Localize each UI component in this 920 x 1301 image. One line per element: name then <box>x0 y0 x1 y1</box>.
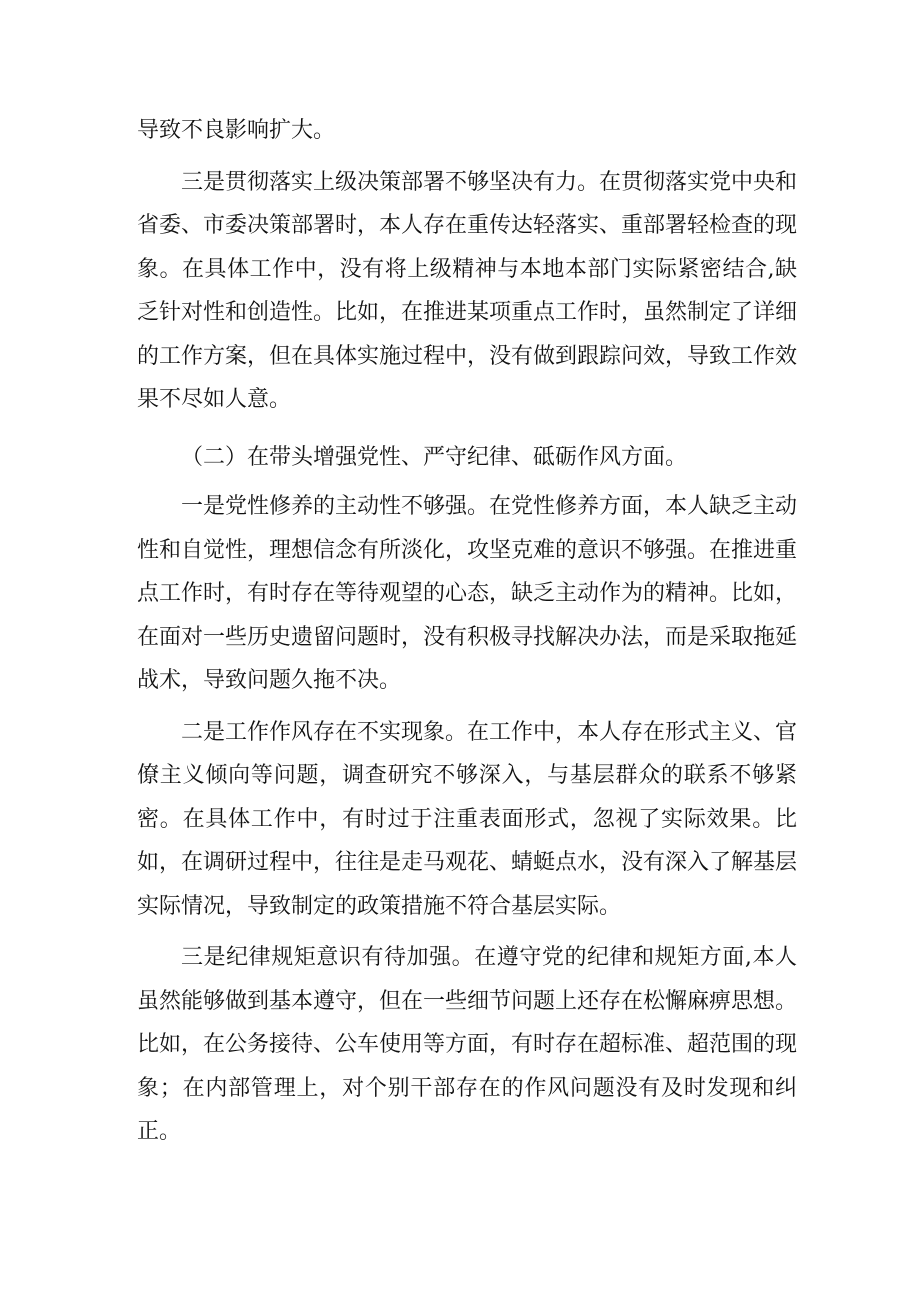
section-heading-party-spirit: （二）在带头增强党性、严守纪律、砥砺作风方面。 <box>181 444 688 470</box>
paragraph-discipline-awareness: 三是纪律规矩意识有待加强。在遵守党的纪律和规矩方面,本人虽然能够做到基本遵守，但在一些细节问题上还存在松懈麻痹思想。比如，在公务接待、公车使用等方面，有时存在超标准、超范围的现象；在内部管理上，对个别干部存在的作风问题没有及时发现和纠正。 <box>137 945 798 1144</box>
paragraph-decision-implementation: 三是贯彻落实上级决策部署不够坚决有力。在贯彻落实党中央和省委、市委决策部署时，本人存在重传达轻落实、重部署轻检查的现象。在具体工作中，没有将上级精神与本地本部门实际紧密结合,缺乏针对性和创造性。比如，在推进某项重点工作时，虽然制定了详细的工作方案，但在具体实施过程中，没有做到跟踪问效，导致工作效果不尽如人意。 <box>137 169 798 412</box>
paragraph-continuation: 导致不良影响扩大。 <box>137 118 336 143</box>
document-body <box>137 109 797 1154</box>
paragraph-work-style: 二是工作作风存在不实现象。在工作中，本人存在形式主义、官僚主义倾向等问题，调查研究不够深入，与基层群众的联系不够紧密。在具体工作中，有时过于注重表面形式，忽视了实际效果。比如，在调研过程中，往往是走马观花、蜻蜓点水，没有深入了解基层实际情况，导致制定的政策措施不符合基层实际。 <box>137 719 798 919</box>
paragraph-party-cultivation: 一是党性修养的主动性不够强。在党性修养方面，本人缺乏主动性和自觉性，理想信念有所淡化，攻坚克难的意识不够强。在推进重点工作时，有时存在等待观望的心态，缺乏主动作为的精神。比如，在面对一些历史遗留问题时，没有积极寻找解决办法，而是采取拖延战术，导致问题久拖不决。 <box>137 494 798 693</box>
